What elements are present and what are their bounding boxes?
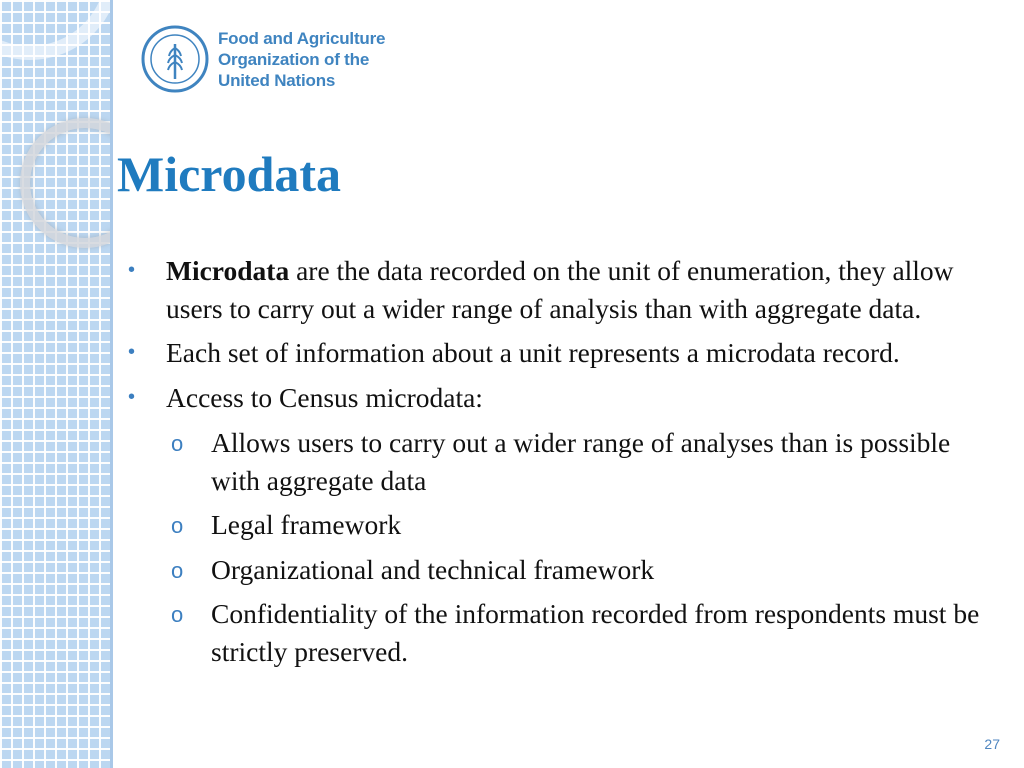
bullet-text: Access to Census microdata: (166, 381, 483, 413)
page-number: 27 (984, 736, 1000, 752)
fao-logo-text (218, 28, 385, 91)
bullet-item (124, 379, 1004, 671)
sub-bullet-item (166, 424, 1004, 499)
decorative-ring-top (0, 0, 113, 60)
decorative-grid-strip (0, 0, 113, 768)
bullet-item (124, 252, 1004, 327)
logo-line-3: United Nations (218, 70, 336, 90)
sub-bullet-text: Organizational and technical framework (211, 553, 655, 585)
bullet-marker: • (128, 259, 136, 281)
sub-bullet-item (166, 595, 1004, 670)
bullet-list (124, 252, 1004, 677)
bullet-item (124, 334, 1004, 372)
bullet-text: Each set of information about a unit represents a microdata record. (166, 337, 900, 368)
decorative-ring-middle (20, 118, 113, 248)
logo-line-2: Organization of the (218, 49, 370, 69)
sub-bullet-text: Allows users to carry out a wider range of analyses than is possible with aggregate data (211, 427, 951, 496)
fao-logo (140, 24, 385, 94)
sub-bullet-marker: o (171, 431, 184, 456)
sub-bullet-list (166, 424, 1004, 670)
slide-title: Microdata (117, 146, 342, 202)
bullet-marker: • (128, 341, 136, 363)
sub-bullet-marker: o (171, 602, 184, 627)
bullet-marker: • (128, 385, 136, 408)
bullet-bold-term: Microdata (166, 255, 290, 286)
bullet-text: are the data recorded on the unit of enumeration, they allow users to carry out a wider range of analysis than with aggregate data. (166, 255, 954, 324)
sub-bullet-marker: o (171, 557, 184, 583)
sub-bullet-text: Legal framework (211, 509, 402, 540)
sub-bullet-item (166, 551, 1004, 589)
sub-bullet-marker: o (171, 513, 184, 538)
sub-bullet-item (166, 506, 1004, 544)
logo-line-1: Food and Agriculture (218, 28, 386, 48)
fao-emblem-icon (140, 24, 210, 94)
sub-bullet-text: Confidentiality of the information recorded from respondents must be strictly preserved. (211, 598, 980, 667)
